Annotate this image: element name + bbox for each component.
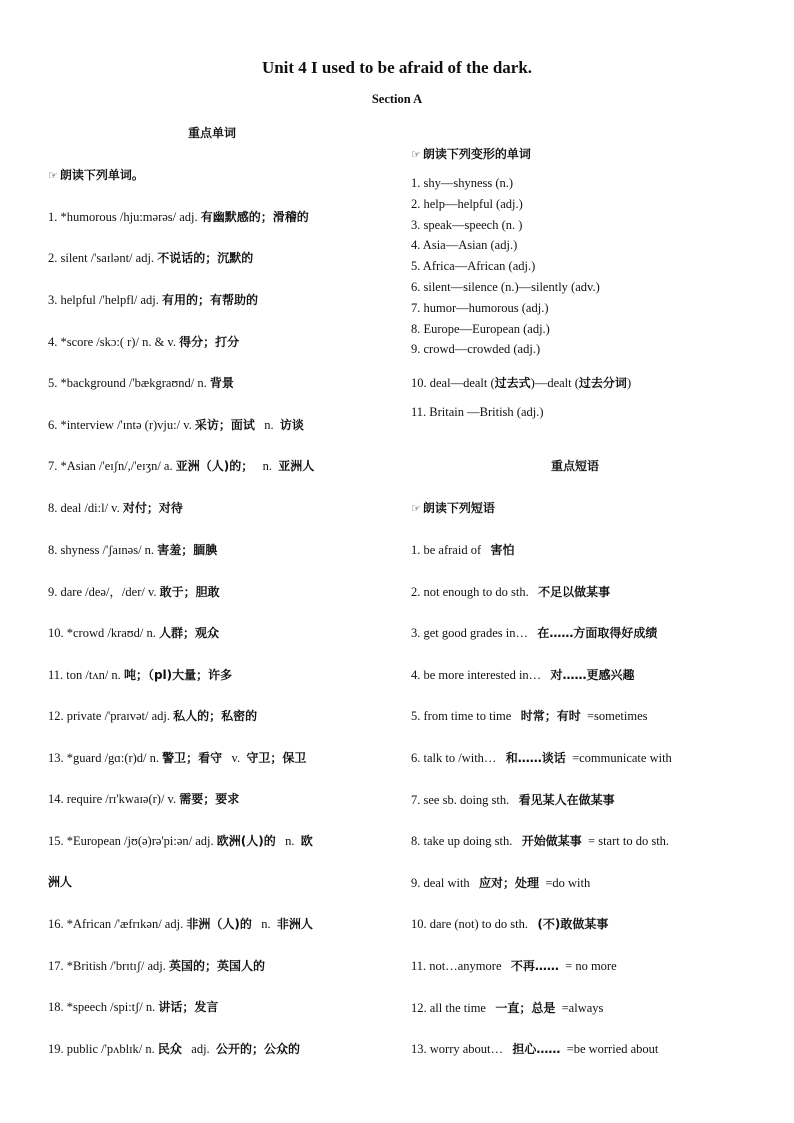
vocab-item: 9. dare /deə/，/der/ v. 敢于；胆敢 bbox=[48, 585, 220, 599]
word-form-item: 5. Africa—African (adj.) bbox=[411, 259, 536, 274]
vocab-item: 7. *Asian /'eɪʃn/,/'eɪʒn/ a. 亚洲（人)的； n. 亚洲人 bbox=[48, 459, 315, 473]
vocab-item: 19. public /'pʌblɪk/ n. 民众 adj. 公开的；公众的 bbox=[48, 1042, 300, 1056]
phrase-item: 10. dare (not) to do sth. (不)敢做某事 bbox=[411, 917, 609, 932]
word-form-item: 7. humor—humorous (adj.) bbox=[411, 300, 549, 315]
vocab-item: 4. *score /skɔ:( r)/ n. & v. 得分；打分 bbox=[48, 335, 240, 349]
vocab-item: 8. shyness /'ʃaɪnəs/ n. 害羞；腼腆 bbox=[48, 543, 218, 557]
britain-forms-item: 11. Britain —British (adj.) bbox=[411, 405, 544, 419]
word-form-item: 1. shy—shyness (n.) bbox=[411, 176, 514, 190]
word-form-item: 2. help—helpful (adj.) bbox=[411, 196, 523, 211]
phrase-item: 8. take up doing sth. 开始做某事 = start to do sth. bbox=[411, 834, 670, 849]
vocab-item: 11. ton /tʌn/ n. 吨；（pl)大量；许多 bbox=[48, 668, 233, 682]
phrase-item: 7. see sb. doing sth. 看见某人在做某事 bbox=[411, 792, 615, 807]
pointing-hand-icon: ☞ bbox=[48, 169, 58, 182]
word-form-item: 9. crowd—crowded (adj.) bbox=[411, 342, 541, 357]
vocab-item: 17. *British /'brɪtɪʃ/ adj. 英国的；英国人的 bbox=[48, 959, 266, 973]
vocab-item: 16. *African /'æfrɪkən/ adj. 非洲（人)的 n. 非洲人 bbox=[48, 917, 313, 931]
vocab-item: 5. *background /'bækgraʊnd/ n. 背景 bbox=[48, 376, 234, 390]
vocab-item: 1. *humorous /hju:mərəs/ adj. 有幽默感的；滑稽的 bbox=[48, 210, 309, 224]
vocab-item: 6. *interview /'ɪntə (r)vju:/ v. 采访；面试 n. 访谈 bbox=[48, 418, 304, 432]
section-title: Section A bbox=[371, 92, 423, 106]
phrase-item: 6. talk to /with… 和……谈话 =communicate with bbox=[411, 751, 672, 765]
vocab-item: 8. deal /di:l/ v. 对付；对待 bbox=[48, 501, 183, 515]
word-form-item: 8. Europe—European (adj.) bbox=[411, 321, 550, 336]
vocab-item: 3. helpful /'helpfl/ adj. 有用的；有帮助的 bbox=[48, 293, 259, 307]
phrase-item: 11. not…anymore 不再…… = no more bbox=[411, 959, 617, 973]
key-phrases-heading: 重点短语 bbox=[551, 459, 600, 473]
phrase-item: 4. be more interested in… 对……更感兴趣 bbox=[411, 667, 635, 682]
phrase-item: 3. get good grades in… 在……方面取得好成绩 bbox=[411, 626, 658, 641]
phrase-item: 5. from time to time 时常；有时 =sometimes bbox=[411, 709, 648, 724]
pointing-hand-icon: ☞ bbox=[411, 502, 421, 515]
pointing-hand-icon: ☞ bbox=[411, 148, 421, 161]
phrase-item: 1. be afraid of 害怕 bbox=[411, 543, 515, 557]
vocab-item: 18. *speech /spi:tʃ/ n. 讲话；发言 bbox=[48, 1000, 219, 1014]
deal-forms-item: 10. deal—dealt (过去式)—dealt (过去分词) bbox=[411, 376, 632, 390]
phrase-item: 2. not enough to do sth. 不足以做某事 bbox=[411, 584, 611, 599]
phrase-item: 9. deal with 应对；处理 =do with bbox=[411, 875, 591, 890]
vocab-item: 10. *crowd /kraʊd/ n. 人群；观众 bbox=[48, 626, 220, 640]
word-form-item: 6. silent—silence (n.)—silently (adv.) bbox=[411, 280, 600, 294]
key-words-heading: 重点单词 bbox=[188, 126, 237, 140]
word-form-item: 4. Asia—Asian (adj.) bbox=[411, 238, 518, 253]
word-form-item: 3. speak—speech (n. ) bbox=[411, 217, 523, 232]
phrase-item: 12. all the time 一直；总是 =always bbox=[411, 1000, 604, 1015]
vocab-item: 12. private /'praɪvət/ adj. 私人的；私密的 bbox=[48, 709, 258, 723]
read-phrases-instruction: ☞ 朗读下列短语 bbox=[411, 501, 495, 515]
vocab-item: 2. silent /'saɪlənt/ adj. 不说话的；沉默的 bbox=[48, 251, 254, 265]
vocab-item: 13. *guard /gɑ:(r)d/ n. 警卫；看守 v. 守卫；保卫 bbox=[48, 751, 307, 765]
vocab-item: 洲人 bbox=[48, 875, 73, 889]
vocab-item: 15. *European /jʊ(ə)rə'pi:ən/ adj. 欧洲(人)的 n. 欧 bbox=[48, 834, 313, 848]
read-forms-instruction: ☞ 朗读下列变形的单词 bbox=[411, 147, 531, 161]
read-words-instruction: ☞ 朗读下列单词。 bbox=[48, 168, 144, 182]
page-title: Unit 4 I used to be afraid of the dark. bbox=[261, 58, 533, 77]
vocab-item: 14. require /rɪ'kwaɪə(r)/ v. 需要；要求 bbox=[48, 792, 240, 806]
phrase-item: 13. worry about… 担心…… =be worried about bbox=[411, 1042, 659, 1057]
